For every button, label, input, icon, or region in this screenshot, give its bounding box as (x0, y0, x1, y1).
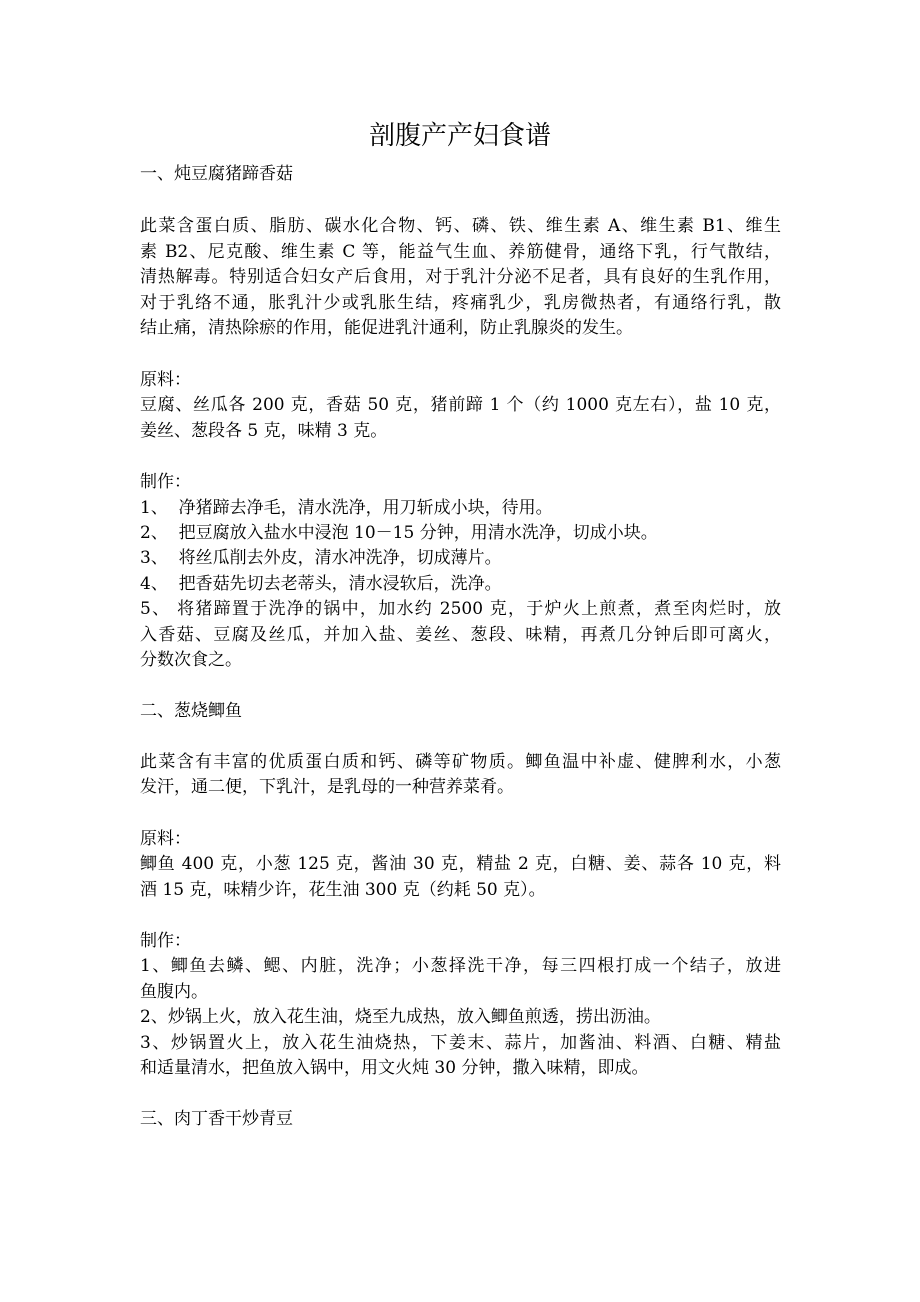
section-heading: 一、炖豆腐猪蹄香菇 (140, 164, 293, 184)
step-line: 2、 把豆腐放入盐水中浸泡 10－15 分钟，用清水洗净，切成小块。 (140, 523, 658, 543)
paragraph-line: 素 B2、尼克酸、维生素 C 等，能益气生血、养筋健骨，通络下乳，行气散结， (140, 242, 781, 262)
paragraph-line: 酒 15 克，味精少许，花生油 300 克（约耗 50 克）。 (140, 880, 546, 900)
paragraph-line: 对于乳络不通，胀乳汁少或乳胀生结，疼痛乳少，乳房微热者，有通络行乳，散 (140, 293, 781, 313)
paragraph-line: 鲫鱼 400 克，小葱 125 克，酱油 30 克，精盐 2 克，白糖、姜、蒜各 10 克，料 (140, 854, 781, 874)
step-line: 入香菇、豆腐及丝瓜，并加入盐、姜丝、葱段、味精，再煮几分钟后即可离火， (140, 625, 781, 645)
step-line: 和适量清水，把鱼放入锅中，用文火炖 30 分钟，撒入味精，即成。 (140, 1058, 649, 1078)
paragraph-line: 此菜含有丰富的优质蛋白质和钙、磷等矿物质。鲫鱼温中补虚、健脾利水，小葱 (140, 752, 781, 772)
paragraph-line: 结止痛，清热除瘀的作用，能促进乳汁通利，防止乳腺炎的发生。 (140, 318, 633, 338)
ingredients-label: 原料： (140, 829, 191, 849)
section-heading: 二、葱烧鲫鱼 (140, 701, 242, 721)
paragraph-line: 发汗，通二便，下乳汁，是乳母的一种营养菜肴。 (140, 777, 514, 797)
step-line: 5、 将猪蹄置于洗净的锅中，加水约 2500 克，于炉火上煎煮，煮至肉烂时，放 (140, 599, 781, 619)
step-line: 4、 把香菇先切去老蒂头，清水浸软后，洗净。 (140, 574, 502, 594)
section-heading: 三、肉丁香干炒青豆 (140, 1109, 293, 1129)
paragraph-line: 清热解毒。特别适合妇女产后食用，对于乳汁分泌不足者，具有良好的生乳作用， (140, 267, 781, 287)
ingredients-label: 原料： (140, 370, 191, 390)
paragraph-line: 此菜含蛋白质、脂肪、碳水化合物、钙、磷、铁、维生素 A、维生素 B1、维生 (140, 216, 781, 236)
step-line: 1、鲫鱼去鳞、鳃、内脏，洗净；小葱择洗干净，每三四根打成一个结子，放进 (140, 956, 781, 976)
step-line: 3、 将丝瓜削去外皮，清水冲洗净，切成薄片。 (140, 548, 502, 568)
step-line: 2、炒锅上火，放入花生油，烧至九成热，放入鲫鱼煎透，捞出沥油。 (140, 1007, 661, 1027)
step-line: 分数次食之。 (140, 650, 242, 670)
paragraph-line: 姜丝、葱段各 5 克，味精 3 克。 (140, 421, 388, 441)
step-line: 3、炒锅置火上，放入花生油烧热，下姜末、蒜片，加酱油、料酒、白糖、精盐 (140, 1033, 781, 1053)
method-label: 制作： (140, 931, 191, 951)
page-title: 剖腹产产妇食谱 (368, 121, 551, 151)
step-line: 鱼腹内。 (140, 982, 208, 1002)
paragraph-line: 豆腐、丝瓜各 200 克，香菇 50 克，猪前蹄 1 个（约 1000 克左右），盐 10 克， (140, 395, 781, 415)
method-label: 制作： (140, 472, 191, 492)
step-line: 1、 净猪蹄去净毛，清水洗净，用刀斩成小块，待用。 (140, 498, 553, 518)
